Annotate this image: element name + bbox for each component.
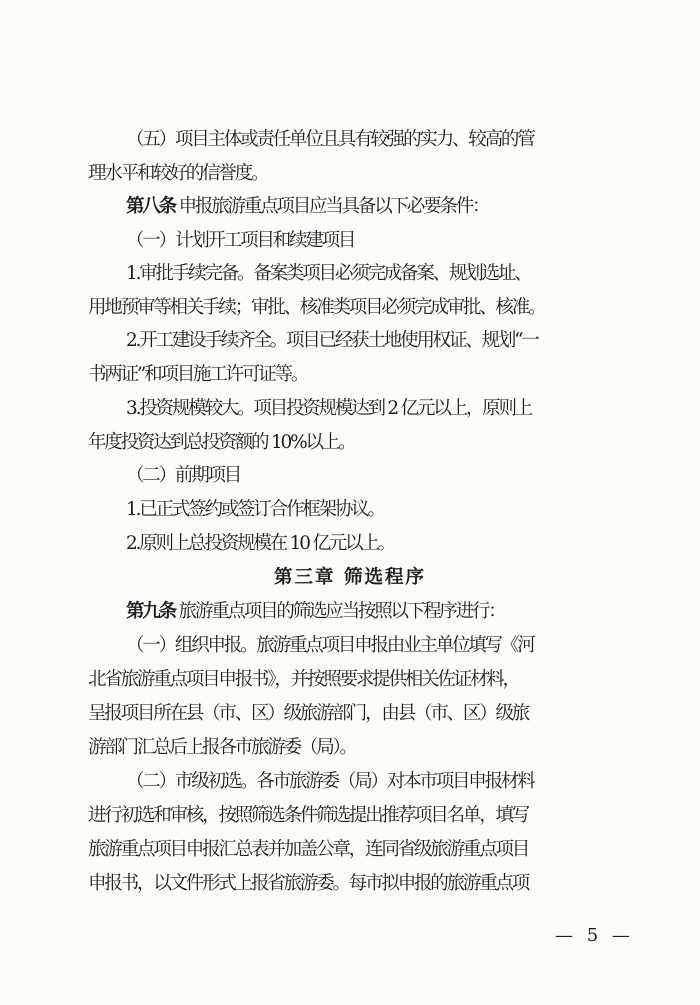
paragraph-5-line-1: （五）项目主体或责任单位且具有较强的实力、较高的管 bbox=[126, 129, 534, 150]
article-8-text: 申报旅游重点项目应当具备以下必要条件： bbox=[178, 196, 489, 217]
step-1-line-4: 游部门汇总后上报各市旅游委（局）。 bbox=[88, 737, 356, 758]
section-1-heading: （一）计划开工项目和续建项目 bbox=[126, 230, 355, 251]
step-1-line-1: （一）组织申报。旅游重点项目申报由业主单位填写《河 bbox=[126, 635, 534, 656]
step-1-line-3: 呈报项目所在县（市、区）级旅游部门，由县（市、区）级旅 bbox=[88, 703, 529, 724]
step-2-line-4: 申报书，以文件形式上报省旅游委。每市拟申报的旅游重点项 bbox=[88, 873, 529, 894]
article-9-line bbox=[126, 600, 700, 624]
article-8-label: 第八条 bbox=[126, 196, 175, 217]
article-8-line bbox=[126, 195, 700, 219]
step-2-line-3: 旅游重点项目申报汇总表并加盖公章，连同省级旅游重点项目 bbox=[88, 839, 529, 860]
step-1-line-2: 北省旅游重点项目申报书》，并按照要求提供相关佐证材料， bbox=[88, 669, 519, 690]
item-1-line-1: 1.审批手续完备。备案类项目必须完成备案、规划选址、 bbox=[126, 263, 531, 284]
section-2-item-1: 1.已正式签约或签订合作框架协议。 bbox=[126, 499, 384, 520]
step-2-line-2: 进行初选和审核，按照筛选条件筛选提出推荐项目名单，填写 bbox=[88, 805, 529, 826]
paragraph-5-line-2: 理水平和较好的信誉度。 bbox=[88, 163, 268, 184]
page-number: — 5 — bbox=[555, 925, 634, 946]
item-3-line-2: 年度投资达到总投资额的 10%以上。 bbox=[88, 432, 355, 453]
chapter-heading: 第三章 筛选程序 bbox=[274, 567, 426, 588]
item-2-line-2: 书两证”和项目施工许可证等。 bbox=[88, 364, 308, 385]
step-2-line-1: （二）市级初选。各市旅游委（局）对本市项目申报材料 bbox=[126, 771, 534, 792]
item-1-line-2: 用地预审等相关手续；审批、核准类项目必须完成审批、核准。 bbox=[88, 297, 545, 318]
section-2-item-2: 2.原则上总投资规模在 10 亿元以上。 bbox=[126, 533, 394, 554]
item-2-line-1: 2.开工建设手续齐全。项目已经获土地使用权证、规划“一 bbox=[126, 330, 538, 351]
item-3-line-1: 3.投资规模较大。项目投资规模达到 2 亿元以上，原则上 bbox=[126, 398, 532, 419]
section-2-heading: （二）前期项目 bbox=[126, 465, 241, 486]
article-9-label: 第九条 bbox=[126, 601, 175, 622]
article-9-text: 旅游重点项目的筛选应当按照以下程序进行： bbox=[178, 601, 505, 622]
